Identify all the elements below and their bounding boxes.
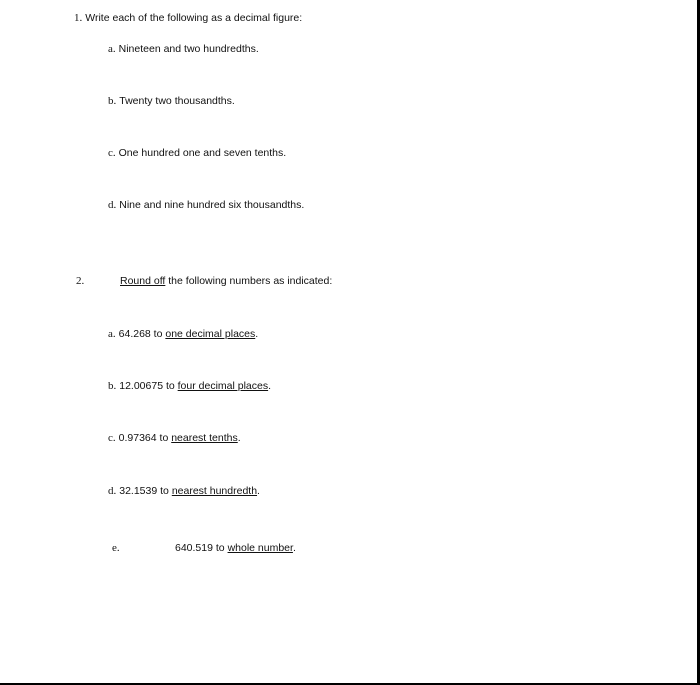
q1-item-b-marker: b. bbox=[108, 95, 117, 107]
q2-item-d-end: . bbox=[257, 485, 260, 497]
q1-item-d-text: Nine and nine hundred six thousandths. bbox=[119, 199, 305, 211]
q2-item-c-marker: c. bbox=[108, 432, 116, 444]
q2-item-a-connector: to bbox=[150, 328, 166, 340]
question-1 bbox=[74, 12, 302, 25]
q2-item-b-number: 12.00675 bbox=[119, 380, 164, 392]
q2-item-b-end: . bbox=[268, 380, 272, 392]
q2-item-c bbox=[108, 432, 241, 445]
q2-item-b-connector: to bbox=[163, 380, 178, 392]
q2-item-e-target: whole number bbox=[227, 542, 293, 554]
q2-item-d-connector: to bbox=[157, 485, 172, 497]
question-1-number: 1. bbox=[74, 12, 83, 24]
q2-item-d-number: 32.1539 bbox=[119, 485, 158, 497]
q2-item-a-number: 64.268 bbox=[118, 328, 151, 340]
question-1-prompt: Write each of the following as a decimal figure: bbox=[85, 12, 303, 24]
q2-item-e-number: 640.519 bbox=[175, 542, 213, 554]
q1-item-b-text: Twenty two thousandths. bbox=[119, 95, 235, 107]
q2-item-a-marker: a. bbox=[108, 328, 116, 340]
question-2-number-line bbox=[76, 275, 87, 288]
q2-item-a bbox=[108, 328, 258, 341]
q2-item-b bbox=[108, 380, 271, 393]
question-2-prompt-rest: the following numbers as indicated: bbox=[165, 275, 333, 287]
q2-item-e-end: . bbox=[292, 542, 296, 554]
q1-item-d bbox=[108, 199, 304, 212]
q2-item-e-connector: to bbox=[212, 542, 228, 554]
q2-item-c-target: nearest tenths bbox=[171, 432, 238, 444]
q2-item-d bbox=[108, 485, 260, 498]
q1-item-a-marker: a. bbox=[108, 43, 116, 55]
q2-item-b-marker: b. bbox=[108, 380, 117, 392]
q2-item-e-marker-line bbox=[112, 542, 123, 555]
q1-item-d-marker: d. bbox=[108, 199, 117, 211]
q2-item-c-number: 0.97364 bbox=[118, 432, 157, 444]
q1-item-b bbox=[108, 95, 235, 108]
q2-item-d-target: nearest hundredth bbox=[171, 485, 258, 497]
q2-item-c-connector: to bbox=[156, 432, 172, 444]
question-2-number: 2. bbox=[76, 275, 85, 287]
question-2 bbox=[120, 275, 332, 288]
q2-item-a-end: . bbox=[255, 328, 259, 340]
q2-item-b-target: four decimal places bbox=[177, 380, 269, 392]
q2-item-d-marker: d. bbox=[108, 485, 117, 497]
q2-item-c-end: . bbox=[237, 432, 241, 444]
question-2-prompt-underlined: Round off bbox=[120, 275, 166, 287]
q2-item-e-marker: e. bbox=[112, 542, 120, 554]
q1-item-a-text: Nineteen and two hundredths. bbox=[118, 43, 259, 55]
q1-item-c-marker: c. bbox=[108, 147, 116, 159]
q1-item-a bbox=[108, 43, 259, 56]
q1-item-c-text: One hundred one and seven tenths. bbox=[118, 147, 287, 159]
q2-item-a-target: one decimal places bbox=[165, 328, 256, 340]
q2-item-e bbox=[175, 542, 296, 555]
q1-item-c bbox=[108, 147, 286, 160]
